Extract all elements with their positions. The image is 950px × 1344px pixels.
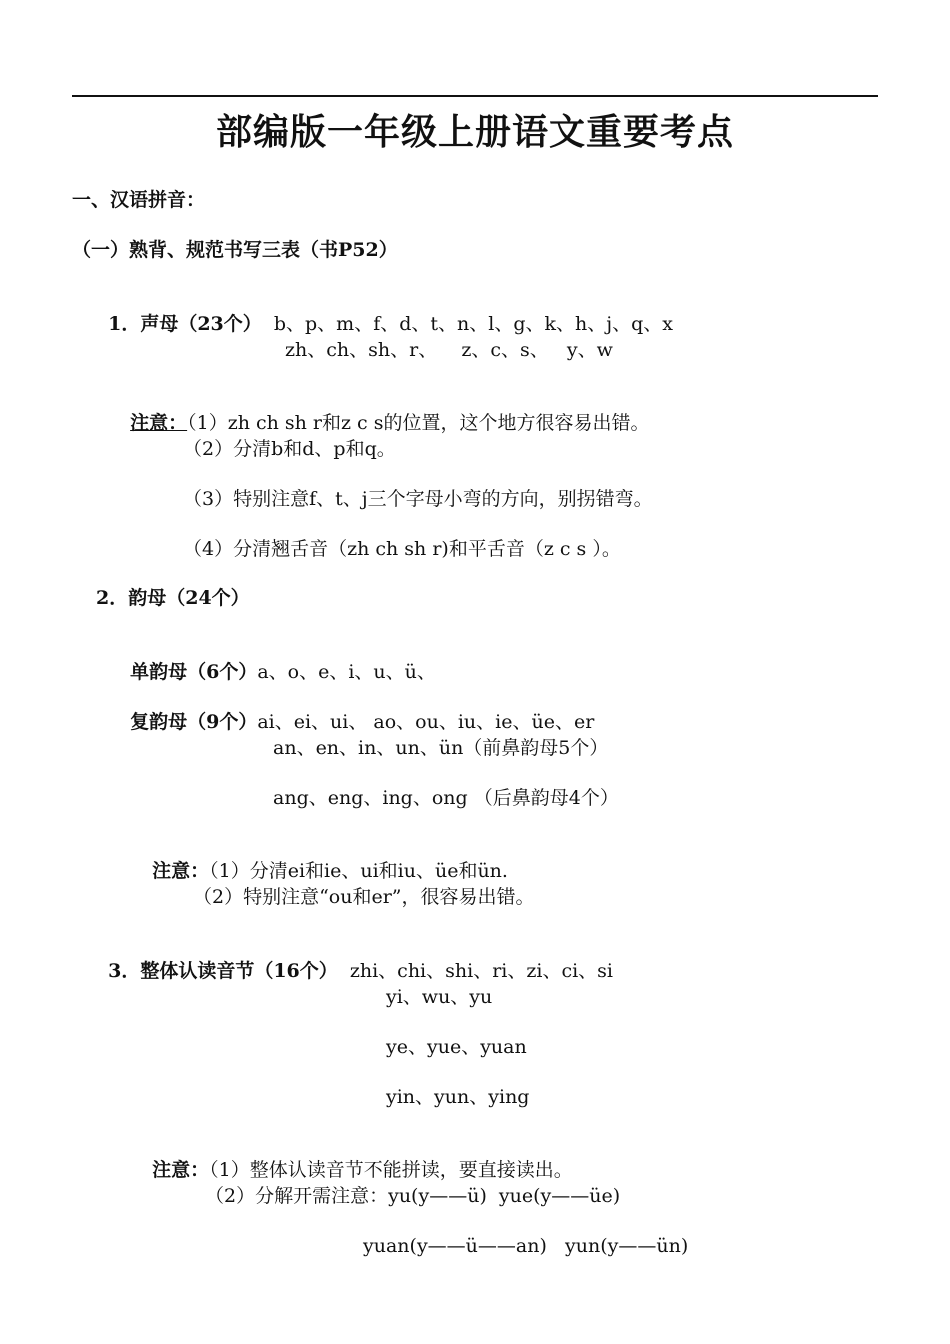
zhengti-line — [96, 935, 613, 983]
zhengti-note2: （2）分解开需注意：yu(y——ü) yue(y——üe) — [205, 1185, 621, 1207]
top-rule — [72, 95, 878, 97]
shengmu-note4: （4）分清翘舌音（zh ch sh r)和平舌音（z c s ）。 — [183, 538, 621, 560]
zhengti-row4: yin、yun、ying — [386, 1086, 530, 1108]
shengmu-heading: 1．声母（23个） — [108, 313, 262, 335]
shengmu-row2: zh、ch、sh、r、 z、c、s、 y、w — [285, 339, 613, 361]
shengmu-line — [96, 288, 673, 336]
yunmu-note2: （2）特别注意“ou和er”，很容易出错。 — [193, 886, 535, 908]
dan-yunmu-values: a、o、e、i、u、ü、 — [257, 661, 436, 683]
zhengti-heading: 3．整体认读音节（16个） — [108, 960, 338, 982]
zhengti-note1-line — [140, 1134, 573, 1182]
subsection-heading-three-tables: （一）熟背、规范书写三表（书P52） — [72, 239, 398, 261]
shengmu-note1-line — [118, 387, 650, 435]
shengmu-note1: （1）zh ch sh r和z c s的位置，这个地方很容易出错。 — [187, 412, 650, 434]
shengmu-note-label: 注意： — [130, 412, 188, 434]
zhengti-row3: ye、yue、yuan — [386, 1036, 527, 1058]
dan-yunmu-line — [118, 636, 436, 684]
yunmu-note1: （1）分清ei和ie、ui和iu、üe和ün. — [209, 860, 508, 882]
fu-yunmu-values: ai、ei、ui、 ao、ou、iu、ie、üe、er — [257, 711, 595, 733]
fu-yunmu-label: 复韵母（9个） — [130, 711, 258, 733]
shengmu-note2: （2）分清b和d、p和q。 — [183, 438, 396, 460]
hou-bi-yunmu: ang、eng、ing、ong （后鼻韵母4个） — [273, 787, 619, 809]
fu-yunmu-line — [118, 686, 594, 734]
section-heading-pinyin: 一、汉语拼音： — [72, 189, 206, 211]
shengmu-row1: b、p、m、f、d、t、n、l、g、k、h、j、q、x — [273, 313, 674, 335]
zhengti-note3: yuan(y——ü——an) yun(y——ün) — [363, 1235, 689, 1257]
zhengti-row2: yi、wu、yu — [386, 986, 493, 1008]
qian-bi-yunmu: an、en、in、un、ün（前鼻韵母5个） — [273, 737, 609, 759]
zhengti-row1: zhi、chi、shi、ri、zi、ci、si — [349, 960, 613, 982]
yunmu-note1-line — [140, 835, 508, 883]
page-title: 部编版一年级上册语文重要考点 — [215, 111, 734, 153]
yunmu-heading: 2．韵母（24个） — [96, 587, 250, 609]
zhengti-note1: （1）整体认读音节不能拼读，要直接读出。 — [209, 1159, 573, 1181]
dan-yunmu-label: 单韵母（6个） — [130, 661, 258, 683]
shengmu-note3: （3）特别注意f、t、j三个字母小弯的方向，别拐错弯。 — [183, 488, 653, 510]
yunmu-note-label: 注意： — [152, 860, 210, 882]
zhengti-note-label: 注意： — [152, 1159, 210, 1181]
